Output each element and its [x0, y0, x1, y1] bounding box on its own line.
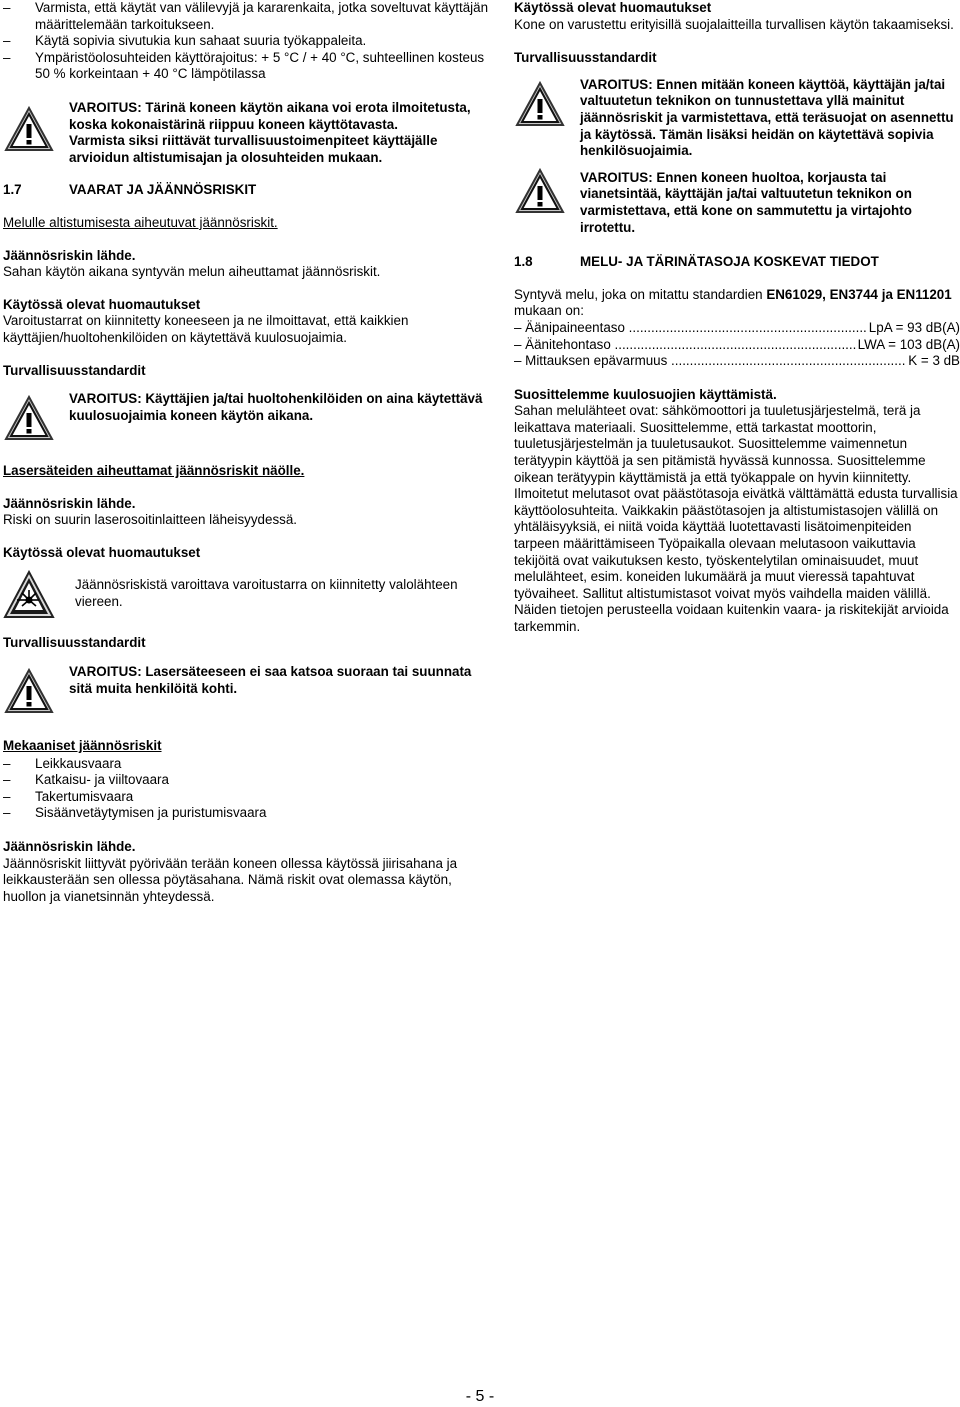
vibration-warning	[3, 100, 491, 166]
list-item: – Leikkausvaara	[3, 756, 491, 773]
warning-triangle-icon	[514, 79, 566, 131]
laser-notes-label: Käytössä olevat huomautukset	[3, 544, 201, 560]
section-number: 1.8	[514, 254, 533, 270]
intro-list	[3, 0, 491, 83]
noise-notes-text: Varoitustarrat on kiinnitetty koneeseen ja ne ilmoittavat, että kaikkien käyttäjien/huoltohenkilöiden on käytettävä kuulosuojaimia.	[3, 313, 409, 345]
section-title: VAARAT JA JÄÄNNÖSRISKIT	[69, 182, 257, 198]
right-column	[514, 0, 960, 636]
mechanical-list	[3, 756, 491, 822]
warning-text: VAROITUS: Tärinä koneen käytön aikana voi erota ilmoitetusta, koska kokonaistärinä riippuu koneen käyttötavasta.	[69, 99, 471, 132]
page-number: - 5 -	[465, 1388, 495, 1405]
section-title: MELU- JA TÄRINÄTASOJA KOSKEVAT TIEDOT	[580, 254, 879, 270]
warning-text: VAROITUS: Lasersäteeseen ei saa katsoa suoraan tai suunnata sitä muita henkilöitä kohti.	[69, 664, 472, 696]
noise-intro-b: mukaan on:	[514, 303, 584, 319]
laser-source-label: Jäännösriskin lähde.	[3, 495, 136, 511]
warning-text: VAROITUS: Ennen mitään koneen käyttöä, käyttäjän ja/tai valtuutetun teknikon on tunnustettava yllä mainitut jäännösriskit ja varmistettava, että teräsuojat on asennettu ja käytössä. Tämän lisäksi heidän on käytettävä sopivia henkilösuojaimia.	[580, 76, 954, 159]
noise-warning	[3, 391, 491, 445]
laser-notice	[3, 569, 491, 621]
noise-label: – Äänipaineentaso .....	[514, 320, 867, 337]
laser-source-text: Riski on suurin laserosoitinlaitteen läheisyydessä.	[3, 512, 297, 528]
section-heading	[3, 182, 491, 199]
list-item: – Sisäänvetäytymisen ja puristumisvaara	[3, 805, 491, 822]
warning-text: VAROITUS: Ennen koneen huoltoa, korjausta tai vianetsintää, käyttäjän ja/tai valtuutetun teknikon on varmistettava, että kone on sammutettu ja virtajohto irrotettu.	[580, 169, 912, 235]
noise-row	[514, 320, 960, 337]
section-number: 1.7	[3, 182, 22, 198]
noise-row	[514, 353, 960, 370]
recommend-text: Sahan melulähteet ovat: sähkömoottori ja tuuletusjärjestelmä, terä ja leikattava materiaali. Suosittelemme, että tarkastat moottorin, tuuletusjärjestelmän ja tuuletusaukot. Suosittelemme vaimennetun terätyypin käyttöä ja sen pitämistä hyvässä kunnossa. Suosittelemme oikean terätyypin käyttämistä ja että työkappale on hyvin kiinnitetty. Ilmoitetut melutasot ovat päästötasoja eivätkä välttämättä edusta turvallisia käyttöolosuhteita. Vaikkakin päästötasojen ja altistumistasojen välillä on yhtäläisyyksiä, ei niitä voida käyttää luotettavasti lisätoimenpiteiden tarpeen määrittämiseen Työpaikalla olevaan melutasoon vaikuttavia tekijöitä ovat vaikutuksen kesto, työskentelytilan ominaisuudet, muut melulähteet, esim. koneiden lukumäärä ja muut vieressä tapahtuvat työvaiheet. Sallitut altistumistasot voivat myös vaihdella maiden välillä. Näiden tietojen perusteella voidaan kuitenkin vaara- ja riskitekijät arvioida tarkemmin.	[514, 403, 958, 634]
section-heading	[514, 254, 960, 271]
noise-standard-label: Turvallisuusstandardit	[3, 362, 146, 378]
operation-warning	[514, 77, 960, 160]
list-item: – Takertumisvaara	[3, 789, 491, 806]
noise-values	[514, 320, 960, 370]
noise-intro	[514, 287, 960, 320]
maintenance-warning	[514, 170, 960, 236]
list-item: – Käytä sopivia sivutukia kun sahaat suuria työkappaleita.	[3, 33, 491, 50]
warning-triangle-icon	[3, 393, 55, 445]
laser-notes-text: Jäännösriskistä varoittava varoitustarra on kiinnitetty valolähteen viereen.	[75, 577, 458, 610]
warning-triangle-icon	[514, 166, 566, 218]
laser-warning-icon	[3, 569, 55, 621]
list-item: – Varmista, että käytät van välilevyjä ja kararenkaita, jotka soveltuvat käyttäjän määrittelemään tarkoitukseen.	[3, 0, 491, 33]
noise-notes-label: Käytössä olevat huomautukset	[3, 296, 201, 312]
noise-row	[514, 337, 960, 354]
warning-triangle-icon	[3, 104, 55, 156]
noise-heading: Melulle altistumisesta aiheutuvat jäännösriskit.	[3, 214, 278, 230]
mech-source-label: Jäännösriskin lähde.	[3, 839, 136, 855]
noise-source-text: Sahan käytön aikana syntyvän melun aiheuttamat jäännösriskit.	[3, 264, 381, 280]
laser-heading: Lasersäteiden aiheuttamat jäännösriskit näölle.	[3, 463, 305, 479]
noise-intro-a: Syntyvä melu, joka on mitattu standardien	[514, 286, 767, 302]
left-column	[3, 0, 491, 905]
noise-value: K = 3 dB	[908, 353, 960, 369]
notes-text: Kone on varustettu erityisillä suojalaitteilla turvallisen käytön takaamiseksi.	[514, 16, 954, 32]
recommend-heading: Suosittelemme kuulosuojien käyttämistä.	[514, 386, 777, 402]
mech-source-text: Jäännösriskit liittyvät pyörivään terään koneen ollessa käytössä jiirisahana ja leikkausterään sen ollessa pöytäsahana. Nämä riskit ovat olemassa käytön, huollon ja vianetsinnän yhteydessä.	[3, 855, 458, 904]
list-item: – Katkaisu- ja viiltovaara	[3, 772, 491, 789]
mechanical-heading: Mekaaniset jäännösriskit	[3, 738, 162, 754]
noise-label: – Äänitehontaso .....	[514, 337, 856, 354]
warning-triangle-icon	[3, 666, 55, 718]
notes-label: Käytössä olevat huomautukset	[514, 0, 712, 15]
laser-standard-label: Turvallisuusstandardit	[3, 635, 146, 651]
noise-source-label: Jäännösriskin lähde.	[3, 247, 136, 263]
list-item: – Ympäristöolosuhteiden käyttörajoitus: + 5 °C / + 40 °C, suhteellinen kosteus 50 % korkeintaan + 40 °C lämpötilassa	[3, 50, 491, 83]
noise-value: LWA = 103 dB(A)	[857, 336, 960, 352]
noise-label: – Mittauksen epävarmuus .....	[514, 353, 906, 370]
warning-text: Varmista siksi riittävät turvallisuustoimenpiteet käyttäjälle arvioidun altistumisajan ja olosuhteiden mukaan.	[69, 133, 438, 165]
noise-value: LpA = 93 dB(A)	[868, 319, 960, 335]
laser-warning	[3, 664, 491, 718]
warning-text: VAROITUS: Käyttäjien ja/tai huoltohenkilöiden on aina käytettävä kuulosuojaimia koneen käytön aikana.	[69, 391, 483, 423]
noise-standards: EN61029, EN3744 ja EN11201	[766, 286, 952, 302]
standard-label: Turvallisuusstandardit	[514, 50, 657, 66]
